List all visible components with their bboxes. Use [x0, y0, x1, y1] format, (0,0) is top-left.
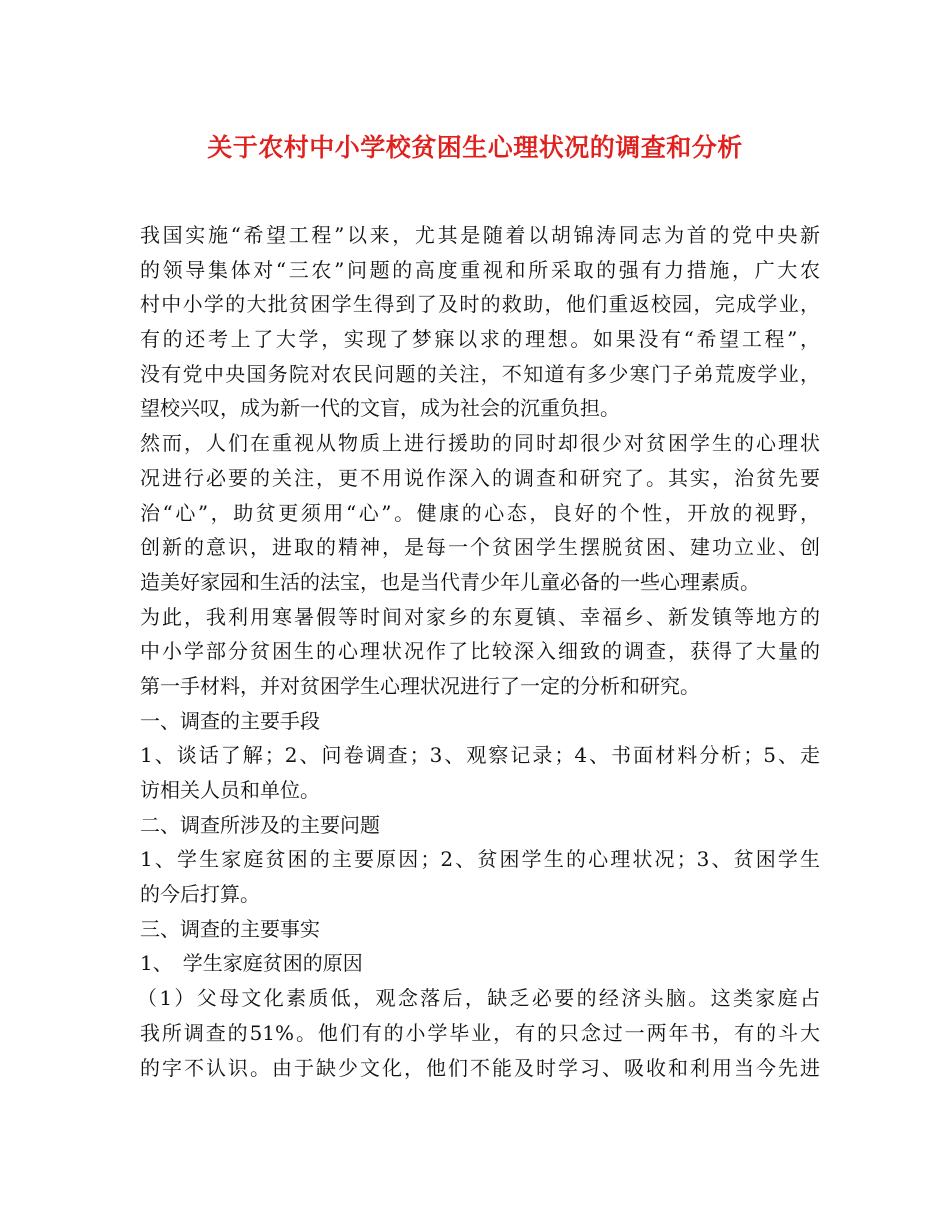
section-heading: 二、调查所涉及的主要问题: [140, 812, 380, 837]
body-line: 为此，我利用寒暑假等时间对家乡的东夏镇、幸福乡、新发镇等地方的: [140, 604, 820, 629]
body-line: 治“心”，助贫更须用“心”。健康的心态，良好的个性，开放的视野，: [140, 500, 820, 525]
subsection-heading: 1、 学生家庭贫困的原因: [140, 951, 363, 976]
body-line: 有的还考上了大学，实现了梦寐以求的理想。如果没有“希望工程”，: [140, 327, 820, 352]
document-body: [137, 218, 820, 1085]
body-line: 访相关人员和单位。: [140, 778, 320, 802]
body-line: 的今后打算。: [140, 882, 260, 907]
body-line: 望校兴叹，成为新一代的文盲，成为社会的沉重负担。: [140, 396, 620, 421]
body-line: 造美好家园和生活的法宝，也是当代青少年儿童必备的一些心理素质。: [140, 569, 760, 594]
body-line: 的领导集体对“三农”问题的高度重视和所采取的强有力措施，广大农: [140, 257, 820, 282]
document-title: 关于农村中小学校贫困生心理状况的调查和分析: [207, 133, 743, 162]
body-line: 况进行必要的关注，更不用说作深入的调查和研究了。其实，治贫先要: [140, 465, 820, 490]
body-line: 中小学部分贫困生的心理状况作了比较深入细致的调查，获得了大量的: [140, 639, 820, 664]
body-line: 的字不认识。由于缺少文化，他们不能及时学习、吸收和利用当今先进: [140, 1055, 820, 1080]
body-line: 创新的意识，进取的精神，是每一个贫困学生摆脱贫困、建功立业、创: [140, 535, 820, 560]
body-line: 我所调查的51%。他们有的小学毕业，有的只念过一两年书，有的斗大: [140, 1020, 820, 1045]
body-line: 第一手材料，并对贫困学生心理状况进行了一定的分析和研究。: [140, 673, 700, 698]
body-line: 1、谈话了解；2、问卷调查；3、观察记录；4、书面材料分析；5、走: [140, 743, 820, 768]
body-line: 我国实施“希望工程”以来，尤其是随着以胡锦涛同志为首的党中央新: [140, 223, 820, 247]
section-heading: 三、调查的主要事实: [140, 916, 320, 941]
section-heading: 一、调查的主要手段: [140, 708, 320, 733]
body-line: （1）父母文化素质低，观念落后，缺乏必要的经济头脑。这类家庭占: [137, 986, 820, 1011]
body-line: 没有党中央国务院对农民问题的关注，不知道有多少寒门子弟荒废学业，: [140, 361, 820, 386]
body-line: 1、学生家庭贫困的主要原因；2、贫困学生的心理状况；3、贫困学生: [140, 847, 820, 872]
body-line: 然而，人们在重视从物质上进行援助的同时却很少对贫困学生的心理状: [140, 431, 820, 456]
body-line: 村中小学的大批贫困学生得到了及时的救助，他们重返校园，完成学业，: [140, 292, 820, 317]
